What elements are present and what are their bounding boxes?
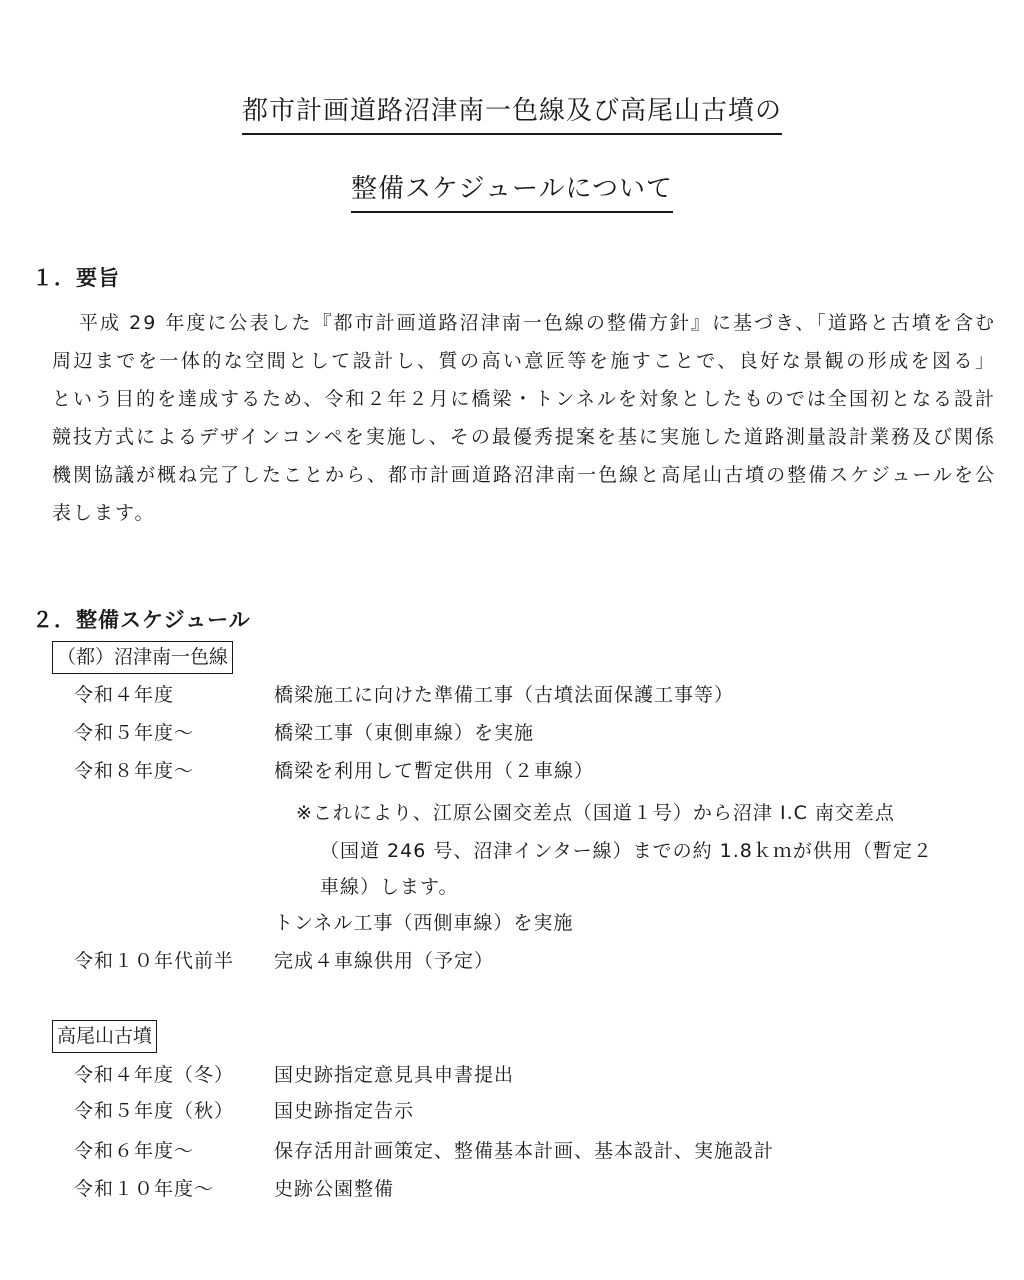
- document-title-line1: 都市計画道路沼津南一色線及び高尾山古墳の: [0, 90, 1024, 135]
- kofun-section-label: 高尾山古墳: [52, 1020, 157, 1053]
- summary-paragraph: 平成 29 年度に公表した『都市計画道路沼津南一色線の整備方針』に基づき、「道路と古墳を含む周辺までを一体的な空間として設計し、質の高い意匠等を施すことで、良好な景観の形成を図る」という目的を達成するため、令和２年２月に橋梁・トンネルを対象としたものでは全国初となる設計競技方式によるデザインコンペを実施し、その最優秀提案を基に実施した道路測量設計業務及び関係機関協議が概ね完了したことから、都市計画道路沼津南一色線と高尾山古墳の整備スケジュールを公表します。: [52, 312, 996, 524]
- road-period-2: 令和５年度～: [74, 722, 195, 744]
- road-extra-desc: トンネル工事（西側車線）を実施: [274, 912, 574, 934]
- road-desc-1: 橋梁施工に向けた準備工事（古墳法面保護工事等）: [274, 684, 735, 706]
- road-final-period: 令和１０年代前半: [74, 950, 235, 972]
- document-title-line2: 整備スケジュールについて: [0, 168, 1024, 213]
- road-desc-3: 橋梁を利用して暫定供用（２車線）: [274, 760, 595, 782]
- road-period-3: 令和８年度～: [74, 760, 195, 782]
- kofun-period-1: 令和４年度（冬）: [74, 1064, 235, 1086]
- kofun-period-3: 令和６年度～: [74, 1140, 195, 1162]
- road-note-line2: （国道 246 号、沼津インター線）までの約 1.8ｋｍが供用（暫定２: [320, 840, 933, 862]
- road-note-line1: ※これにより、江原公園交差点（国道１号）から沼津 I.C 南交差点: [296, 802, 895, 824]
- kofun-desc-3: 保存活用計画策定、整備基本計画、基本設計、実施設計: [274, 1140, 775, 1162]
- kofun-desc-2: 国史跡指定告示: [274, 1100, 415, 1122]
- kofun-desc-4: 史跡公園整備: [274, 1178, 395, 1200]
- road-desc-2: 橋梁工事（東側車線）を実施: [274, 722, 535, 744]
- road-note-line3: 車線）します。: [320, 876, 459, 898]
- road-final-desc: 完成４車線供用（予定）: [274, 950, 495, 972]
- road-period-1: 令和４年度: [74, 684, 175, 706]
- kofun-desc-1: 国史跡指定意見具申書提出: [274, 1064, 515, 1086]
- kofun-period-4: 令和１０年度～: [74, 1178, 215, 1200]
- section-heading-schedule: ２．整備スケジュール: [32, 608, 251, 632]
- kofun-period-2: 令和５年度（秋）: [74, 1100, 235, 1122]
- section-heading-summary: １．要旨: [32, 266, 120, 290]
- road-section-label: （都）沼津南一色線: [52, 641, 233, 674]
